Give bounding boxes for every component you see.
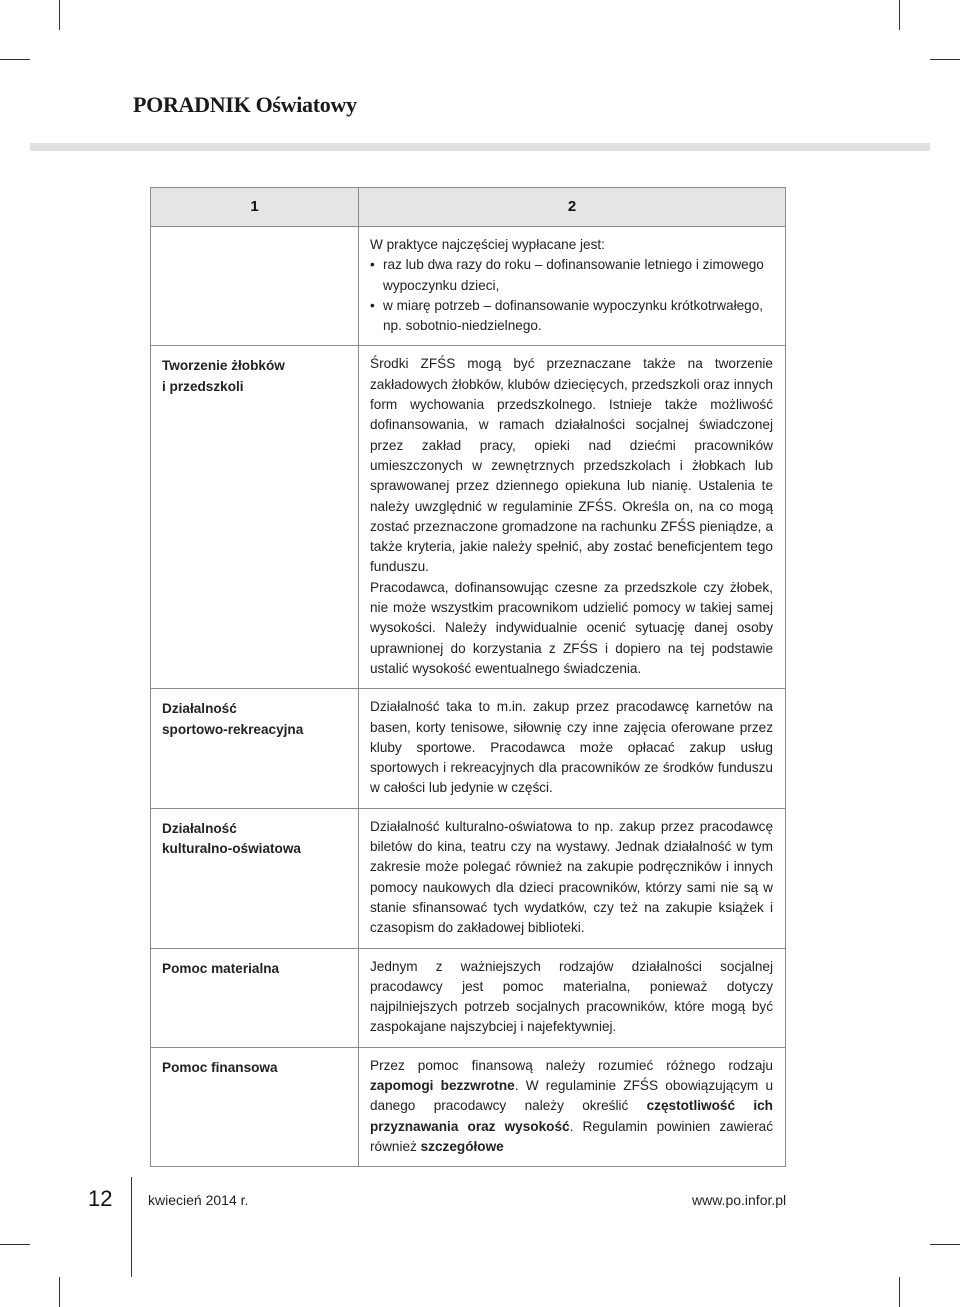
table-row	[151, 227, 786, 346]
row-label-line: sportowo-rekreacyjna	[162, 721, 304, 737]
content-table	[150, 187, 786, 1167]
row-content	[359, 1047, 786, 1166]
row-label-line: Pomoc materialna	[162, 960, 280, 976]
publication-title: PORADNIK Oświatowy	[133, 92, 357, 117]
column-header: 2	[359, 188, 786, 227]
bold-term: częstotliwość ich przyznawania oraz wysokość	[370, 1098, 773, 1134]
row-label-line: i przedszkoli	[162, 378, 244, 394]
row-content	[359, 808, 786, 948]
table-row	[151, 1047, 786, 1166]
page-number: 12	[88, 1186, 113, 1211]
paragraph: W praktyce najczęściej wypłacane jest:	[370, 237, 605, 252]
text-segment: . W regulaminie ZFŚS obowiązującym u danego pracodawcy należy określić	[370, 1077, 774, 1114]
row-label	[151, 948, 359, 1047]
row-content	[359, 689, 786, 808]
row-label-line: Pomoc finansowa	[162, 1059, 278, 1075]
row-label	[151, 689, 359, 808]
table-row	[151, 689, 786, 808]
crop-mark	[930, 1244, 960, 1245]
table-row	[151, 346, 786, 689]
table-row	[151, 808, 786, 948]
paragraph: Środki ZFŚS mogą być przeznaczane także na tworzenie zakładowych żłobków, klubów dziecięcych, przedszkoli oraz innych form wychowania przedszkolnego. Istnieje także możliwość dofinansowania, w ramach działalności socjalnej świadczonej przez zakład pracy, opieki nad dziećmi pracowników umieszczonych w zewnętrznych przedszkolach i żłobkach lub sprawowanej przez dziennego opiekuna lub nianię. Ustalenia te należy uwzględnić w regulaminie ZFŚS. Określa on, na co mogą zostać przeznaczone gromadzone na rachunku ZFŚS pieniądze, a także kryteria, jakie należy spełnić, aby zostać beneficjentem tego funduszu.	[370, 356, 773, 575]
header-rule	[30, 143, 930, 151]
row-label-line: Tworzenie żłobków	[162, 358, 285, 374]
issue-date: kwiecień 2014 r.	[148, 1192, 249, 1208]
row-label-line: Działalność	[162, 820, 237, 836]
text-segment: . Regulamin powinien zawierać również	[370, 1118, 774, 1154]
row-label	[151, 346, 359, 689]
column-header: 1	[151, 188, 359, 227]
text-segment: Przez pomoc finansową należy rozumieć różnego rodzaju	[370, 1057, 773, 1073]
bold-term: szczegółowe	[420, 1138, 504, 1154]
list-item: • w miarę potrzeb – dofinansowanie wypoczynku krótkotrwałego, np. sobotnio-niedzielnego.	[370, 296, 773, 337]
footer-divider	[131, 1177, 132, 1277]
crop-mark	[59, 0, 60, 30]
row-label	[151, 1047, 359, 1166]
crop-mark	[59, 1277, 60, 1307]
bold-term: zapomogi bezzwrotne	[370, 1077, 515, 1093]
row-label	[151, 808, 359, 948]
row-content	[359, 227, 786, 346]
row-content	[359, 948, 786, 1047]
paragraph: Działalność taka to m.in. zakup przez pracodawcę karnetów na basen, korty tenisowe, siłownię czy inne zajęcia oferowane przez kluby sportowe. Pracodawca może opłacać zakup usług sportowych i rekreacyjnych dla pracowników ze środków funduszu w całości lub jedynie w części.	[370, 699, 773, 796]
website-link[interactable]: www.po.infor.pl	[692, 1192, 787, 1208]
crop-mark	[899, 1277, 900, 1307]
table-header-row	[151, 188, 786, 227]
row-label-line: kulturalno-oświatowa	[162, 841, 301, 857]
row-content	[359, 346, 786, 689]
crop-mark	[899, 0, 900, 30]
paragraph: Działalność kulturalno-oświatowa to np. zakup przez pracodawcę biletów do kina, teatru czy na wystawy. Jednak działalność w tym zakresie może polegać również na zakupie podręczników i innych pomocy naukowych dla dzieci pracowników, którzy sami nie są w stanie sfinansować tych wydatków, czy też na zakupie książek i czasopism do zakładowej biblioteki.	[370, 818, 773, 936]
crop-mark	[0, 1244, 30, 1245]
list-item: • raz lub dwa razy do roku – dofinansowanie letniego i zimowego wypoczynku dzieci,	[370, 255, 773, 296]
bullet-list	[370, 255, 773, 336]
paragraph: Pracodawca, dofinansowując czesne za przedszkole czy żłobek, nie może wszystkim pracownikom udzielić pomocy w takiej samej wysokości. Należy indywidualnie ocenić sytuację danej osoby uprawnionej do korzystania z ZFŚS i dopiero na tej podstawie ustalić wysokość ewentualnego świadczenia.	[370, 579, 773, 676]
row-label	[151, 227, 359, 346]
row-label-line: Działalność	[162, 701, 237, 717]
table-row	[151, 948, 786, 1047]
crop-mark	[930, 59, 960, 60]
paragraph: Jednym z ważniejszych rodzajów działalności socjalnej pracodawcy jest pomoc materialna, ponieważ dotyczy najpilniejszych potrzeb socjalnych pracowników, które mogą być zaspokajane najszybciej i najefektywniej.	[370, 958, 773, 1035]
crop-mark	[0, 59, 30, 60]
paragraph	[370, 1056, 773, 1157]
